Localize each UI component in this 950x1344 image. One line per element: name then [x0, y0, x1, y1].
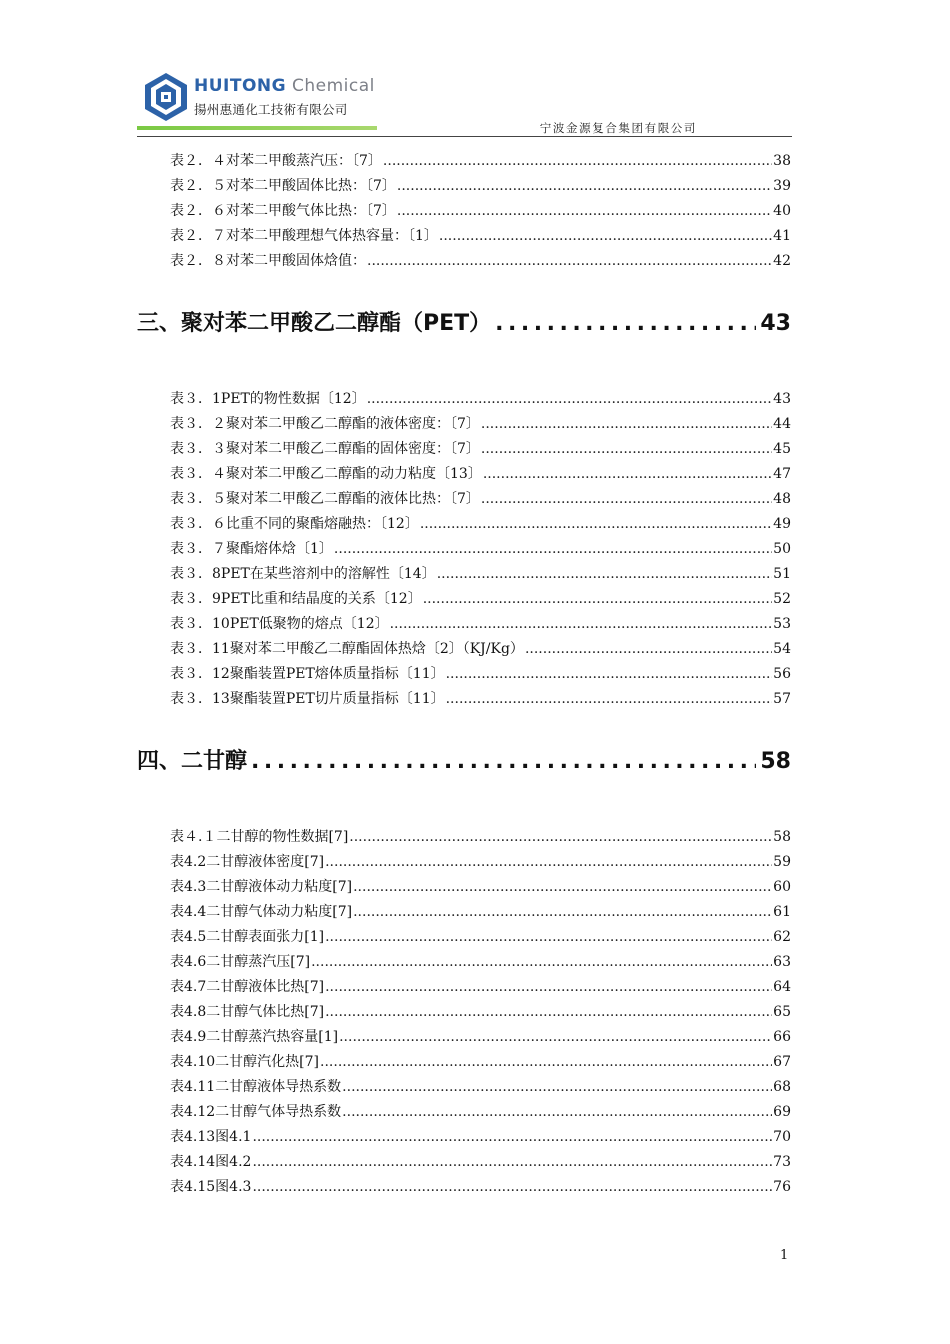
toc-entry-page: 38 — [773, 153, 791, 169]
company-name: 宁波金源复合集团有限公司 — [539, 121, 697, 135]
toc-entry[interactable] — [170, 1152, 791, 1172]
toc-entry-page: 39 — [773, 178, 791, 194]
dot-leader — [252, 1177, 772, 1197]
toc-entry-title: 表4.12二甘醇气体导热系数 — [170, 1104, 342, 1120]
toc-entry[interactable] — [170, 589, 791, 609]
dot-leader — [437, 564, 772, 584]
toc-entry-title: 表３．４聚对苯二甲酸乙二醇酯的动力粘度〔13〕 — [170, 466, 482, 482]
toc-entry-page: 57 — [773, 691, 791, 707]
toc-entry-page: 56 — [773, 666, 791, 682]
toc-entry-page: 69 — [773, 1104, 791, 1120]
toc-entry[interactable] — [170, 464, 791, 484]
toc-entry-title: 表３．５聚对苯二甲酸乙二醇酯的液体比热：〔7〕 — [170, 491, 480, 507]
dot-leader — [390, 614, 773, 634]
dot-leader — [446, 689, 773, 709]
toc-entry-title: 表３．9PET比重和结晶度的关系〔12〕 — [170, 591, 422, 607]
toc-entry[interactable] — [170, 389, 791, 409]
toc-entry[interactable] — [170, 414, 791, 434]
dot-leader — [339, 1027, 772, 1047]
toc-entry[interactable] — [170, 827, 791, 847]
toc-entry-page: 58 — [773, 829, 791, 845]
page-number: 1 — [780, 1248, 789, 1263]
toc-entry[interactable] — [170, 927, 791, 947]
toc-entry[interactable] — [170, 514, 791, 534]
toc-section-heading[interactable] — [137, 746, 791, 778]
toc-entry-title: 表２．５对苯二甲酸固体比热：〔7〕 — [170, 178, 396, 194]
toc-entry-title: 表4.3二甘醇液体动力粘度[7] — [170, 879, 353, 895]
dot-leader — [334, 539, 772, 559]
toc-entry[interactable] — [170, 1177, 791, 1197]
toc-entry-title: 表３．３聚对苯二甲酸乙二醇酯的固体密度：〔7〕 — [170, 441, 480, 457]
toc-entry-title: 表３．12聚酯装置PET熔体质量指标〔11〕 — [170, 666, 445, 682]
dot-leader — [483, 464, 772, 484]
toc-entry-title: 表２．６对苯二甲酸气体比热：〔7〕 — [170, 203, 396, 219]
toc-entry-page: 45 — [773, 441, 791, 457]
toc-entry-page: 63 — [773, 954, 791, 970]
header-rule — [137, 136, 792, 137]
toc-entry[interactable] — [170, 201, 791, 221]
dot-leader — [251, 746, 756, 778]
toc-entry-page: 41 — [773, 228, 791, 244]
toc-entry-title: 表4.6二甘醇蒸汽压[7] — [170, 954, 311, 970]
toc-entry[interactable] — [170, 1077, 791, 1097]
huitong-logo-icon — [143, 72, 189, 122]
dot-leader — [353, 877, 772, 897]
toc-entry[interactable] — [170, 1002, 791, 1022]
toc-entry[interactable] — [170, 1102, 791, 1122]
dot-leader — [342, 1102, 772, 1122]
toc-entry-title: 表４.１二甘醇的物性数据[7] — [170, 829, 349, 845]
toc-entry-page: 44 — [773, 416, 791, 432]
toc-entry-title: 表３．２聚对苯二甲酸乙二醇酯的液体密度：〔7〕 — [170, 416, 480, 432]
toc-entry[interactable] — [170, 539, 791, 559]
toc-section-heading[interactable] — [137, 308, 791, 340]
toc-entry[interactable] — [170, 977, 791, 997]
section-page: 43 — [760, 311, 791, 336]
toc-entry-title: 表３．10PET低聚物的熔点〔12〕 — [170, 616, 389, 632]
toc-entry-title: 表4.11二甘醇液体导热系数 — [170, 1079, 342, 1095]
toc-entry-title: 表4.4二甘醇气体动力粘度[7] — [170, 904, 353, 920]
dot-leader — [397, 201, 772, 221]
dot-leader — [420, 514, 772, 534]
toc-entry-page: 70 — [773, 1129, 791, 1145]
toc-entry[interactable] — [170, 1052, 791, 1072]
toc-entry[interactable] — [170, 902, 791, 922]
toc-entry-page: 50 — [773, 541, 791, 557]
dot-leader — [325, 977, 772, 997]
toc-entry-page: 47 — [773, 466, 791, 482]
toc-entry[interactable] — [170, 1127, 791, 1147]
toc-entry-page: 48 — [773, 491, 791, 507]
section-title: 四、二甘醇 — [137, 749, 248, 774]
toc-entry-title: 表4.14图4.2 — [170, 1154, 252, 1170]
toc-entry-page: 52 — [773, 591, 791, 607]
toc-entry-title: 表4.9二甘醇蒸汽热容量[1] — [170, 1029, 339, 1045]
toc-entry-page: 76 — [773, 1179, 791, 1195]
header-accent-bar — [137, 126, 377, 130]
dot-leader — [495, 308, 756, 340]
dot-leader — [446, 664, 773, 684]
toc-entry[interactable] — [170, 251, 791, 271]
dot-leader — [342, 1077, 772, 1097]
dot-leader — [252, 1127, 772, 1147]
toc-entry-page: 61 — [773, 904, 791, 920]
toc-entry[interactable] — [170, 176, 791, 196]
toc-entry-title: 表4.5二甘醇表面张力[1] — [170, 929, 325, 945]
dot-leader — [311, 952, 772, 972]
toc-entry-page: 65 — [773, 1004, 791, 1020]
toc-entry-page: 40 — [773, 203, 791, 219]
dot-leader — [383, 151, 772, 171]
toc-entry[interactable] — [170, 614, 791, 634]
toc-entry-title: 表２．４对苯二甲酸蒸汽压：〔7〕 — [170, 153, 382, 169]
toc-entry-title: 表２．８对苯二甲酸固体焓值： — [170, 253, 366, 269]
dot-leader — [423, 589, 772, 609]
dot-leader — [320, 1052, 772, 1072]
dot-leader — [325, 927, 772, 947]
dot-leader — [481, 489, 772, 509]
toc-entry-page: 49 — [773, 516, 791, 532]
toc-entry-title: 表３．７聚酯熔体焓〔1〕 — [170, 541, 333, 557]
toc-entry-page: 68 — [773, 1079, 791, 1095]
dot-leader — [353, 902, 772, 922]
toc-entry-page: 64 — [773, 979, 791, 995]
toc-entry-title: 表4.13图4.1 — [170, 1129, 252, 1145]
toc-entry[interactable] — [170, 226, 791, 246]
brand-name-en: HUITONG Chemical — [194, 76, 375, 96]
toc-entry-page: 54 — [773, 641, 791, 657]
toc-entry-page: 62 — [773, 929, 791, 945]
toc-entry[interactable] — [170, 689, 791, 709]
toc-entry-title: 表4.10二甘醇汽化热[7] — [170, 1054, 320, 1070]
toc-entry-page: 60 — [773, 879, 791, 895]
toc-entry-page: 51 — [773, 566, 791, 582]
toc-entry[interactable] — [170, 439, 791, 459]
dot-leader — [481, 414, 772, 434]
toc-entry-page: 43 — [773, 391, 791, 407]
toc-entry-title: 表３．1PET的物性数据〔12〕 — [170, 391, 366, 407]
toc-entry-title: 表２．７对苯二甲酸理想气体热容量：〔1〕 — [170, 228, 438, 244]
toc-entry-title: 表4.7二甘醇液体比热[7] — [170, 979, 325, 995]
dot-leader — [325, 852, 772, 872]
dot-leader — [367, 251, 772, 271]
dot-leader — [252, 1152, 772, 1172]
toc-entry[interactable] — [170, 1027, 791, 1047]
dot-leader — [525, 639, 772, 659]
section-title: 三、聚对苯二甲酸乙二醇酯（PET） — [137, 311, 492, 336]
section-page: 58 — [760, 749, 791, 774]
toc-entry-title: 表３．６比重不同的聚酯熔融热：〔12〕 — [170, 516, 419, 532]
dot-leader — [481, 439, 772, 459]
toc-entry-page: 67 — [773, 1054, 791, 1070]
dot-leader — [349, 827, 772, 847]
toc-entry-title: 表３．8PET在某些溶剂中的溶解性〔14〕 — [170, 566, 436, 582]
dot-leader — [439, 226, 772, 246]
toc-entry[interactable] — [170, 489, 791, 509]
toc-entry-title: 表4.2二甘醇液体密度[7] — [170, 854, 325, 870]
page-header — [137, 70, 792, 138]
toc-entry[interactable] — [170, 151, 791, 171]
toc-entry[interactable] — [170, 952, 791, 972]
toc-entry[interactable] — [170, 877, 791, 897]
toc-entry[interactable] — [170, 664, 791, 684]
toc-entry-page: 66 — [773, 1029, 791, 1045]
toc-entry[interactable] — [170, 852, 791, 872]
toc-entry-title: 表３．11聚对苯二甲酸乙二醇酯固体热焓〔2〕（KJ/Kg） — [170, 641, 524, 657]
toc-entry-page: 73 — [773, 1154, 791, 1170]
brand-name-cn: 揚州惠通化工技術有限公司 — [194, 102, 348, 117]
toc-entry-title: 表4.15图4.3 — [170, 1179, 252, 1195]
toc-entry-page: 42 — [773, 253, 791, 269]
dot-leader — [397, 176, 772, 196]
toc-entry-title: 表３．13聚酯装置PET切片质量指标〔11〕 — [170, 691, 445, 707]
toc-entry-title: 表4.8二甘醇气体比热[7] — [170, 1004, 325, 1020]
dot-leader — [367, 389, 772, 409]
dot-leader — [325, 1002, 772, 1022]
toc-entry-page: 53 — [773, 616, 791, 632]
toc-entry[interactable] — [170, 639, 791, 659]
toc-entry-page: 59 — [773, 854, 791, 870]
toc-entry[interactable] — [170, 564, 791, 584]
